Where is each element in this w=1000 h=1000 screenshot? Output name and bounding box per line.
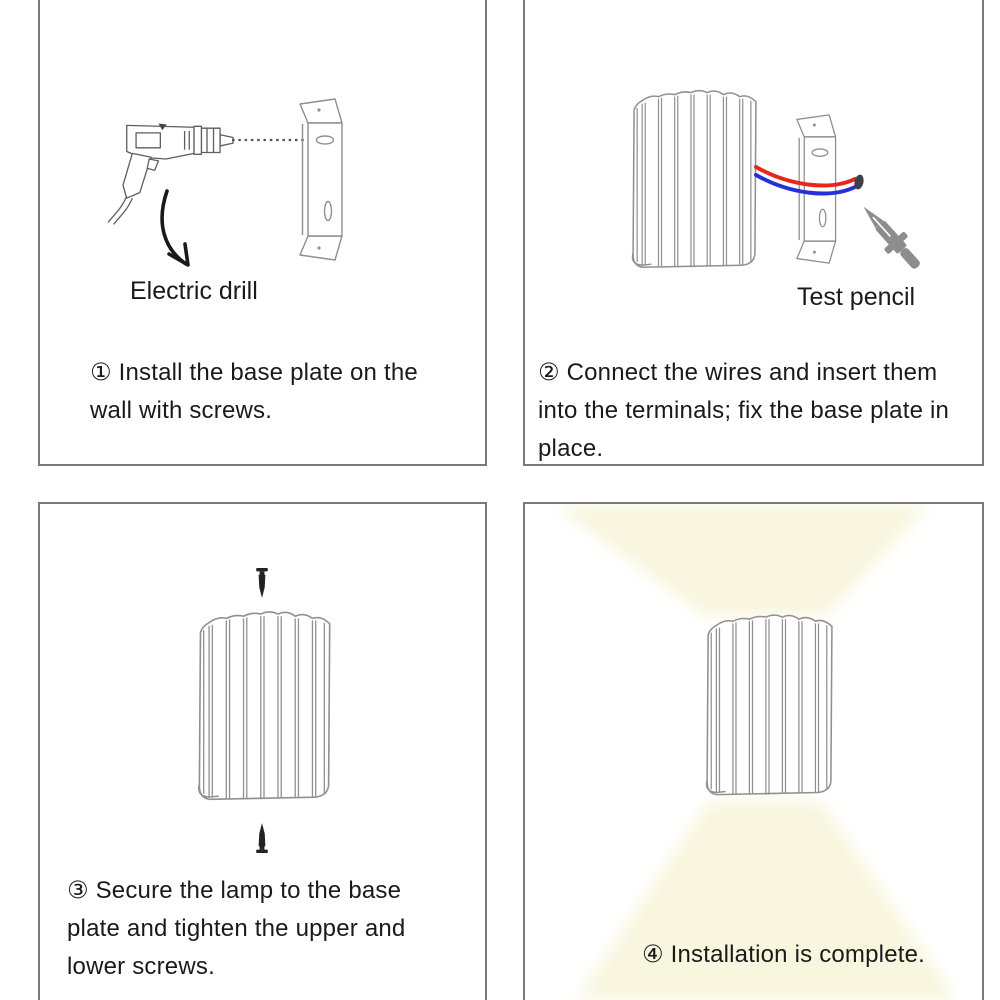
base-plate-illustration bbox=[797, 115, 836, 263]
step-3-caption: ③ Secure the lamp to the base plate and tighten the upper and lower screws. bbox=[67, 877, 406, 980]
upper-screw-icon bbox=[256, 568, 268, 598]
step-4-illustration bbox=[525, 504, 982, 1000]
step-1-panel bbox=[38, 0, 487, 466]
base-plate-illustration bbox=[300, 99, 342, 260]
test-pencil-icon bbox=[854, 198, 928, 276]
lower-screw-icon bbox=[256, 823, 268, 853]
upward-light-beam bbox=[553, 504, 930, 616]
step-4-panel bbox=[523, 502, 984, 1000]
ribbed-wall-lamp-illustration bbox=[199, 612, 330, 799]
ribbed-wall-lamp-illustration bbox=[706, 615, 831, 794]
ribbed-wall-lamp-illustration bbox=[632, 91, 755, 268]
electric-drill-illustration bbox=[108, 124, 233, 225]
step-2-panel bbox=[523, 0, 984, 466]
curved-down-arrow bbox=[162, 191, 188, 265]
test-pencil-label: Test pencil bbox=[797, 283, 916, 311]
step-3-panel bbox=[38, 502, 487, 1000]
step-4-caption: ④ Installation is complete. bbox=[642, 941, 926, 968]
step-1-caption: ① Install the base plate on the wall with screws. bbox=[90, 359, 418, 424]
electric-drill-label: Electric drill bbox=[130, 277, 258, 305]
step-2-caption: ② Connect the wires and insert them into the terminals; fix the base plate in place. bbox=[538, 359, 950, 462]
